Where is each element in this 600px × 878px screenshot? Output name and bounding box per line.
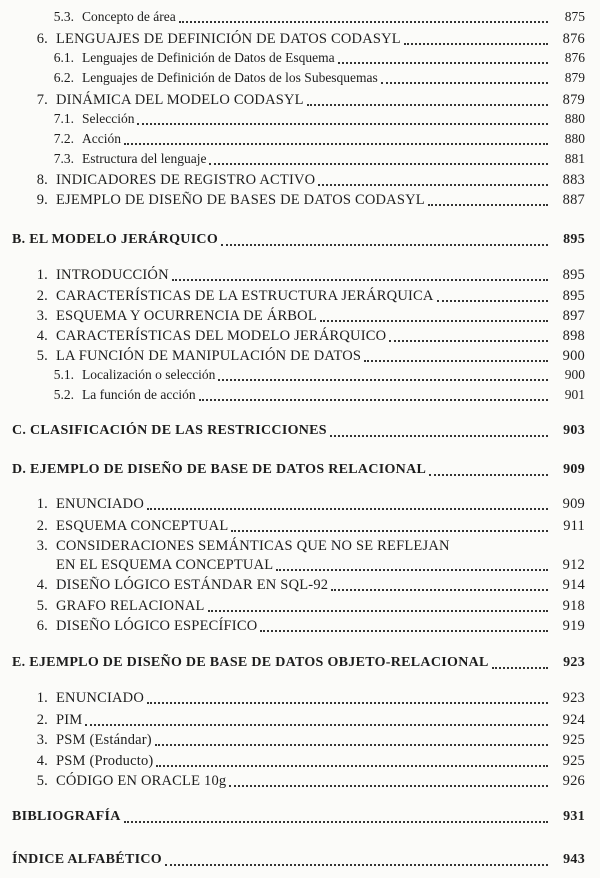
- dot-leader: [221, 243, 548, 246]
- toc-entry-number: 7.1.: [53, 111, 74, 126]
- toc-entry-title: BIBLIOGRAFÍA: [12, 809, 121, 824]
- toc-page-number: 901: [564, 387, 585, 402]
- toc-page-number: 880: [564, 111, 585, 126]
- toc-entry-title: PSM (Producto): [56, 753, 154, 769]
- toc-page-number: 903: [563, 423, 585, 438]
- toc-entry[interactable]: [22, 515, 585, 537]
- toc-page-number: 880: [564, 131, 585, 146]
- toc-page-number: 876: [562, 31, 585, 47]
- toc-entry[interactable]: [22, 169, 585, 191]
- toc-page-number: 923: [563, 655, 585, 670]
- dot-leader: [124, 820, 548, 823]
- toc-entry[interactable]: [40, 128, 585, 150]
- dot-leader: [404, 42, 548, 45]
- dot-leader: [155, 743, 548, 746]
- toc-page-number: 918: [562, 598, 585, 614]
- toc-page-number: 924: [562, 712, 585, 728]
- dot-leader: [137, 122, 548, 125]
- toc-entry[interactable]: [22, 325, 585, 347]
- dot-leader: [156, 764, 548, 767]
- toc-entry-number: 7.: [36, 92, 48, 108]
- toc-entry-number: 5.2.: [53, 387, 74, 402]
- toc-page-number: 883: [562, 172, 585, 188]
- toc-entry[interactable]: [22, 687, 585, 709]
- dot-leader: [330, 434, 548, 437]
- toc-page-number: 914: [562, 577, 585, 593]
- toc-page-number: 931: [563, 809, 585, 824]
- toc-page-number: 898: [562, 328, 585, 344]
- toc-page-number: 887: [562, 192, 585, 208]
- dot-leader: [307, 103, 548, 106]
- dot-leader: [208, 609, 548, 612]
- dot-leader: [147, 507, 548, 510]
- toc-entry[interactable]: [22, 493, 585, 515]
- toc-entry-number: 3.: [36, 732, 48, 748]
- toc-entry-number: 6.: [36, 618, 48, 634]
- toc-entry-title: D. EJEMPLO DE DISEÑO DE BASE DE DATOS RELACIONAL: [12, 462, 427, 477]
- toc-entry-number: 5.3.: [53, 9, 74, 24]
- toc-page-number: 923: [562, 690, 585, 706]
- toc-page-number: 926: [562, 773, 585, 789]
- toc-entry-title: PIM: [56, 712, 83, 728]
- dot-leader: [124, 142, 548, 145]
- toc-entry-title: ENUNCIADO: [56, 690, 144, 706]
- dot-leader: [428, 203, 548, 206]
- toc-entry-number: 2.: [36, 288, 48, 304]
- toc-entry-number: 7.2.: [53, 131, 74, 146]
- dot-leader: [172, 278, 548, 281]
- toc-page-number: 881: [564, 151, 585, 166]
- toc-entry-number: 3.: [36, 538, 48, 554]
- dot-leader: [231, 529, 548, 532]
- toc-entry-title: EN EL ESQUEMA CONCEPTUAL: [56, 557, 274, 573]
- toc-page-number: 875: [564, 9, 585, 24]
- toc-entry-number: 1.: [36, 267, 48, 283]
- dot-leader: [260, 629, 548, 632]
- dot-leader: [85, 723, 548, 726]
- toc-entry-number: 7.3.: [53, 151, 74, 166]
- toc-entry[interactable]: [40, 47, 585, 69]
- toc-page-number: 912: [562, 557, 585, 573]
- toc-section-heading[interactable]: [12, 459, 585, 481]
- toc-entry[interactable]: [22, 574, 585, 596]
- toc-entry-title: CONSIDERACIONES SEMÁNTICAS QUE NO SE REFLEJAN: [56, 538, 450, 554]
- dot-leader: [209, 162, 548, 165]
- toc-entry-title: E. EJEMPLO DE DISEÑO DE BASE DE DATOS OBJETO-RELACIONAL: [12, 655, 489, 670]
- toc-entry-title: INDICADORES DE REGISTRO ACTIVO: [56, 172, 316, 188]
- toc-entry-title: INTRODUCCIÓN: [56, 267, 169, 283]
- toc-entry-title: C. CLASIFICACIÓN DE LAS RESTRICCIONES: [12, 423, 327, 438]
- toc-page-number: 919: [562, 618, 585, 634]
- toc-section-heading[interactable]: [12, 806, 585, 828]
- toc-page-number: 909: [562, 496, 585, 512]
- toc-page-number: 909: [563, 462, 585, 477]
- toc-entry-number: 5.: [36, 348, 48, 364]
- toc-section-heading[interactable]: [12, 849, 585, 871]
- toc-page-number: 900: [562, 348, 585, 364]
- toc-entry-number: 6.2.: [53, 70, 74, 85]
- toc-entry-title: Acción: [82, 131, 121, 146]
- toc-entry-number: 2.: [36, 518, 48, 534]
- toc-entry-title: Estructura del lenguaje: [82, 151, 207, 166]
- toc-entry-number: 4.: [36, 328, 48, 344]
- toc-entry[interactable]: [40, 148, 585, 170]
- toc-entry-number: 4.: [36, 577, 48, 593]
- dot-leader: [492, 666, 548, 669]
- dot-leader: [318, 183, 548, 186]
- toc-entry-title: ESQUEMA CONCEPTUAL: [56, 518, 229, 534]
- toc-page-number: 943: [563, 852, 585, 867]
- toc-entry-title: Concepto de área: [82, 9, 176, 24]
- toc-entry[interactable]: [22, 595, 585, 617]
- toc-entry-title: CÓDIGO EN ORACLE 10g: [56, 773, 227, 789]
- toc-entry-number: 2.: [36, 712, 48, 728]
- toc-entry-title: CARACTERÍSTICAS DEL MODELO JERÁRQUICO: [56, 328, 387, 344]
- toc-entry-title: CARACTERÍSTICAS DE LA ESTRUCTURA JERÁRQUICA: [56, 288, 434, 304]
- toc-entry[interactable]: [22, 750, 585, 772]
- toc-entry-title: ÍNDICE ALFABÉTICO: [12, 852, 162, 867]
- toc-entry[interactable]: [22, 285, 585, 307]
- dot-leader: [229, 784, 548, 787]
- toc-entry[interactable]: [22, 189, 585, 211]
- toc-section-heading[interactable]: [12, 420, 585, 442]
- toc-entry[interactable]: [40, 6, 585, 28]
- toc-page-number: 895: [562, 267, 585, 283]
- toc-entry-number: 4.: [36, 753, 48, 769]
- toc-page-number: 925: [562, 732, 585, 748]
- toc-entry-title: Selección: [82, 111, 135, 126]
- toc-entry-title: DISEÑO LÓGICO ESTÁNDAR EN SQL-92: [56, 577, 329, 593]
- dot-leader: [429, 473, 548, 476]
- toc-entry-number: 5.: [36, 773, 48, 789]
- toc-entry-title: DINÁMICA DEL MODELO CODASYL: [56, 92, 304, 108]
- toc-entry[interactable]: [22, 729, 585, 751]
- toc-entry-title: EJEMPLO DE DISEÑO DE BASES DE DATOS CODASYL: [56, 192, 425, 208]
- toc-page-number: 879: [562, 92, 585, 108]
- toc-entry-number: 1.: [36, 496, 48, 512]
- toc-page-number: 900: [564, 367, 585, 382]
- toc-page-number: 895: [563, 232, 585, 247]
- toc-entry[interactable]: [22, 305, 585, 327]
- toc-entry-title: Lenguajes de Definición de Datos de Esquema: [82, 50, 335, 65]
- toc-entry[interactable]: [56, 554, 585, 576]
- toc-entry[interactable]: [22, 264, 585, 286]
- toc-entry-title: LA FUNCIÓN DE MANIPULACIÓN DE DATOS: [56, 348, 362, 364]
- toc-entry-title: LENGUAJES DE DEFINICIÓN DE DATOS CODASYL: [56, 31, 401, 47]
- toc-entry-title: Localización o selección: [82, 367, 216, 382]
- dot-leader: [320, 319, 548, 322]
- toc-page-number: 876: [564, 50, 585, 65]
- toc-entry[interactable]: [40, 108, 585, 130]
- dot-leader: [437, 299, 548, 302]
- dot-leader: [331, 588, 548, 591]
- toc-entry-title: DISEÑO LÓGICO ESPECÍFICO: [56, 618, 258, 634]
- dot-leader: [165, 863, 548, 866]
- toc-entry[interactable]: [22, 709, 585, 731]
- dot-leader: [381, 81, 548, 84]
- dot-leader: [389, 339, 548, 342]
- toc-entry-number: 1.: [36, 690, 48, 706]
- toc-entry-number: 9.: [36, 192, 48, 208]
- dot-leader: [199, 398, 548, 401]
- toc-entry[interactable]: [40, 384, 585, 406]
- toc-entry[interactable]: [40, 67, 585, 89]
- dot-leader: [218, 378, 548, 381]
- toc-entry-title: ENUNCIADO: [56, 496, 144, 512]
- toc-entry-number: 6.: [36, 31, 48, 47]
- toc-entry[interactable]: [22, 770, 585, 792]
- dot-leader: [276, 568, 548, 571]
- toc-entry-title: ESQUEMA Y OCURRENCIA DE ÁRBOL: [56, 308, 317, 324]
- toc-entry-title: PSM (Estándar): [56, 732, 152, 748]
- toc-entry-number: 6.1.: [53, 50, 74, 65]
- toc-page-number: 879: [564, 70, 585, 85]
- toc-page-number: 895: [562, 288, 585, 304]
- dot-leader: [364, 359, 548, 362]
- dot-leader: [338, 61, 548, 64]
- toc-entry-number: 5.: [36, 598, 48, 614]
- toc-page-number: 911: [563, 518, 585, 534]
- toc-page-number: 925: [562, 753, 585, 769]
- toc-entry-title: Lenguajes de Definición de Datos de los Subesquemas: [82, 70, 378, 85]
- toc-entry-title: B. EL MODELO JERÁRQUICO: [12, 232, 219, 247]
- toc-entry[interactable]: [40, 364, 585, 386]
- toc-section-heading[interactable]: [12, 229, 585, 251]
- toc-entry-number: 5.1.: [53, 367, 74, 382]
- toc-entry-number: 3.: [36, 308, 48, 324]
- toc-page-number: 897: [562, 308, 585, 324]
- toc-entry-title: GRAFO RELACIONAL: [56, 598, 205, 614]
- toc-entry-title: La función de acción: [82, 387, 196, 402]
- toc-section-heading[interactable]: [12, 652, 585, 674]
- dot-leader: [179, 20, 548, 23]
- toc-entry[interactable]: [22, 615, 585, 637]
- dot-leader: [147, 701, 548, 704]
- toc-entry-number: 8.: [36, 172, 48, 188]
